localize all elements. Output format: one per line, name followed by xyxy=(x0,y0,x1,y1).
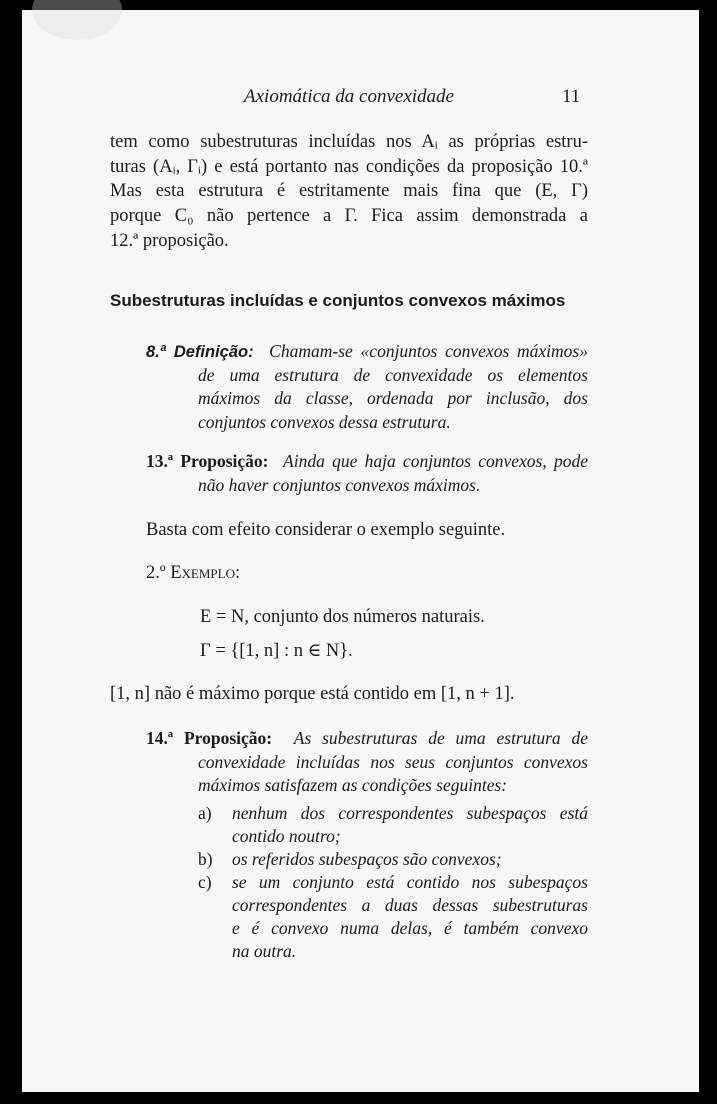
text-line: porque C₀ não pertence a Γ. Fica assim demonstrada a xyxy=(110,206,588,227)
conditions-list xyxy=(198,802,588,963)
proposition-line: convexidade incluídas nos seus conjuntos convexos xyxy=(198,751,588,772)
definition-line: conjuntos convexos dessa estrutura. xyxy=(198,411,451,432)
list-item xyxy=(198,802,588,848)
item-line: contido noutro; xyxy=(232,826,341,846)
text-line: tem como subestruturas incluídas nos Aᵢ as próprias estru- xyxy=(110,132,588,152)
text-line: 12.ª proposição. xyxy=(110,230,229,251)
item-line: na outra. xyxy=(232,941,297,961)
example-label-text: 2.º Exemplo: xyxy=(146,563,241,583)
example-label xyxy=(146,563,240,584)
basta-line: Basta com efeito considerar o exemplo seguinte. xyxy=(146,520,506,540)
definition-label: 8.ª Definição: xyxy=(146,343,254,361)
item-line: e é convexo numa delas, é também convexo xyxy=(232,918,588,938)
proposition-label: 13.ª Proposição: xyxy=(146,451,269,471)
item-line: os referidos subespaços são convexos; xyxy=(232,849,502,869)
item-line: correspondentes a duas dessas subestruturas xyxy=(232,895,588,915)
list-item xyxy=(198,871,588,963)
proposition-line: As subestruturas de uma estrutura de xyxy=(293,728,589,748)
definition-line: de uma estrutura de convexidade os elementos xyxy=(198,364,588,385)
proposition-14 xyxy=(146,727,588,798)
proposition-label: 14.ª Proposição: xyxy=(146,728,273,748)
item-label: a) xyxy=(198,803,212,823)
proposition-line: Ainda que haja conjuntos convexos, pode xyxy=(283,451,589,471)
item-label: c) xyxy=(198,872,212,892)
list-item xyxy=(198,848,588,871)
proposition-line: máximos satisfazem as condições seguintes: xyxy=(198,775,508,795)
example-line: E = N, conjunto dos números naturais. xyxy=(200,607,485,627)
intro-paragraph xyxy=(110,130,588,253)
section-heading: Subestruturas incluídas e conjuntos convexos máximos xyxy=(110,291,566,310)
item-line: se um conjunto está contido nos subespaços xyxy=(232,872,588,892)
definition-block xyxy=(146,340,588,434)
text-line: turas (Aᵢ, Γᵢ) e está portanto nas condições da proposição 10.ª xyxy=(110,156,588,177)
proposition-13 xyxy=(146,450,588,497)
definition-line: Chamam-se «conjuntos convexos máximos» xyxy=(269,341,588,361)
running-title: Axiomática da convexidade xyxy=(244,86,454,107)
definition-line: máximos da classe, ordenada por inclusão, dos xyxy=(198,388,588,408)
item-label: b) xyxy=(198,849,213,869)
proposition-line: não haver conjuntos convexos máximos. xyxy=(198,474,481,495)
item-line: nenhum dos correspondentes subespaços está xyxy=(232,803,588,823)
page-number: 11 xyxy=(562,86,581,107)
book-page xyxy=(22,10,699,1092)
example-line: Γ = {[1, n] : n ∈ N}. xyxy=(200,641,353,661)
remark-line: [1, n] não é máximo porque está contido em [1, n + 1]. xyxy=(110,684,515,704)
page-smudge xyxy=(32,0,122,40)
text-line: Mas esta estrutura é estritamente mais fina que (E, Γ) xyxy=(110,181,588,202)
